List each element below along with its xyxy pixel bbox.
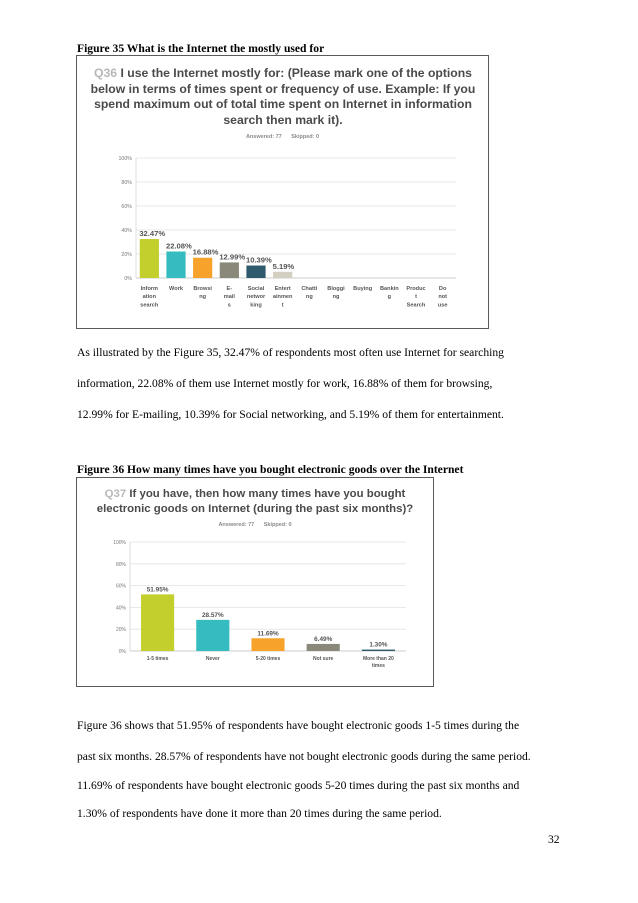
figure36-question-number: Q37 — [104, 488, 127, 500]
figure35-category-label: g — [387, 294, 392, 301]
figure36-bar — [362, 650, 395, 651]
figure36-data-label: 1.30% — [369, 641, 388, 649]
figure35-category-label: Bloggi — [327, 286, 345, 292]
paragraph36-line-3: 11.69% of respondents have bought electronic goods 5-20 times during the past six months and — [77, 779, 520, 792]
figure35-bar-chart — [77, 56, 488, 328]
figure35-caption: Figure 35 What is the Internet the mostly used for — [77, 42, 325, 55]
figure35-category-label: not — [438, 294, 448, 301]
figure36-bar-chart — [77, 478, 433, 686]
figure36-data-label: 6.49% — [314, 635, 333, 643]
figure35-answered: Answered: 77 — [245, 134, 282, 140]
figure35-category-label: Browsi — [193, 286, 212, 292]
figure36-y-tick-label: 0% — [118, 649, 126, 655]
figure35-category-label: use — [437, 302, 448, 309]
figure35-question-text: I use the Internet mostly for: (Please mark one of the options below in terms of times spent or frequency of use. Example: If you spend maximum out of total time spent on Internet in information search then mark it). — [90, 66, 476, 127]
figure36-category-label: 5-20 times — [255, 656, 281, 662]
figure35-category-label: Search — [406, 302, 426, 309]
figure36-category-label: Not sure — [313, 656, 334, 662]
figure35-data-label: 5.19% — [272, 261, 295, 271]
figure35-category-label: ng — [332, 294, 340, 301]
figure35-category-label: ng — [199, 294, 207, 301]
figure35-category-label: ng — [305, 294, 313, 301]
figure36-y-tick-label: 60% — [115, 583, 126, 590]
figure36-data-label: 51.95% — [146, 586, 169, 594]
figure35-y-tick-label: 80% — [121, 180, 132, 186]
figure35-y-tick-label: 40% — [121, 228, 132, 234]
paragraph36-line-4: 1.30% of respondents have done it more than 20 times during the same period. — [77, 807, 442, 820]
figure36-bar — [251, 638, 284, 651]
figure35-category-label: ainmen — [272, 294, 293, 301]
figure36-category-label: times — [371, 663, 385, 669]
figure35-bar — [193, 258, 212, 278]
figure36-data-label: 11.69% — [257, 630, 279, 638]
figure36-bar — [196, 620, 229, 651]
paragraph35-line-2: information, 22.08% of them use Internet mostly for work, 16.88% of them for browsing, — [77, 377, 493, 390]
figure35-chart-panel — [76, 55, 489, 329]
figure35-category-label: Chatti — [301, 286, 318, 292]
figure35-y-tick-label: 60% — [121, 204, 132, 210]
figure36-caption: Figure 36 How many times have you bought electronic goods over the Internet — [77, 463, 464, 476]
paragraph36-line-1: Figure 36 shows that 51.95% of respondents have bought electronic goods 1-5 times during the — [77, 719, 520, 732]
figure36-y-tick-label: 80% — [115, 561, 126, 568]
figure35-category-label: t — [281, 302, 284, 309]
figure35-skipped: Skipped: 0 — [291, 134, 320, 140]
figure35-category-label: ation — [142, 294, 157, 301]
figure35-y-tick-label: 0% — [124, 276, 132, 282]
figure35-y-tick-label: 20% — [121, 252, 132, 258]
figure35-y-tick-label: 100% — [118, 156, 132, 162]
figure36-answered: Answered: 77 — [218, 522, 255, 528]
figure35-category-label: Produc — [406, 286, 426, 292]
figure35-category-label: Do — [438, 286, 447, 292]
figure36-data-label: 28.57% — [201, 611, 224, 619]
figure36-y-tick-label: 20% — [115, 627, 126, 634]
figure36-y-tick-label: 100% — [113, 540, 126, 546]
figure36-y-tick-label: 40% — [115, 605, 126, 612]
figure35-category-label: E- — [226, 286, 233, 292]
figure35-category-label: Bankin — [380, 286, 399, 292]
figure35-category-label: t — [415, 294, 417, 301]
figure35-category-label: Buying — [353, 286, 373, 292]
figure35-data-label: 10.39% — [246, 255, 272, 265]
figure36-skipped: Skipped: 0 — [263, 522, 292, 528]
figure35-category-label: Work — [169, 286, 183, 292]
figure35-category-label: networ — [246, 294, 266, 301]
figure35-question-number: Q36 — [94, 66, 118, 80]
figure35-bar — [220, 262, 239, 278]
figure35-category-label: mail — [223, 294, 235, 301]
paragraph36-line-2: past six months. 28.57% of respondents have not bought electronic goods during the same period. — [77, 750, 531, 763]
figure35-data-label: 16.88% — [192, 247, 219, 257]
figure35-bar — [166, 252, 185, 278]
figure35-category-label: search — [140, 302, 159, 309]
figure36-bar — [141, 594, 174, 651]
figure36-category-label: More than 20 — [362, 656, 394, 662]
figure36-bar — [307, 644, 340, 651]
figure36-category-label: Never — [205, 656, 220, 662]
figure35-bar — [246, 266, 265, 278]
figure35-data-label: 12.99% — [219, 252, 246, 262]
figure35-category-label: Inform — [140, 286, 159, 292]
figure35-data-label: 32.47% — [139, 229, 166, 239]
paragraph35-line-3: 12.99% for E-mailing, 10.39% for Social networking, and 5.19% of them for entertainment. — [77, 408, 504, 421]
figure35-category-label: s — [227, 302, 231, 309]
figure36-chart-panel — [76, 477, 434, 687]
figure35-bar — [140, 239, 159, 278]
page-number: 32 — [548, 833, 560, 846]
figure35-category-label: Entert — [274, 286, 291, 292]
figure35-bar — [273, 272, 292, 278]
figure36-question-text: If you have, then how many times have you bought electronic goods on Internet (during the past six months)? — [96, 488, 414, 515]
figure35-category-label: Social — [247, 286, 265, 292]
figure35-category-label: king — [250, 302, 262, 309]
figure35-data-label: 22.08% — [166, 241, 192, 251]
figure36-category-label: 1-5 times — [146, 656, 169, 662]
paragraph35-line-1: As illustrated by the Figure 35, 32.47% of respondents most often use Internet for searching — [77, 346, 504, 359]
